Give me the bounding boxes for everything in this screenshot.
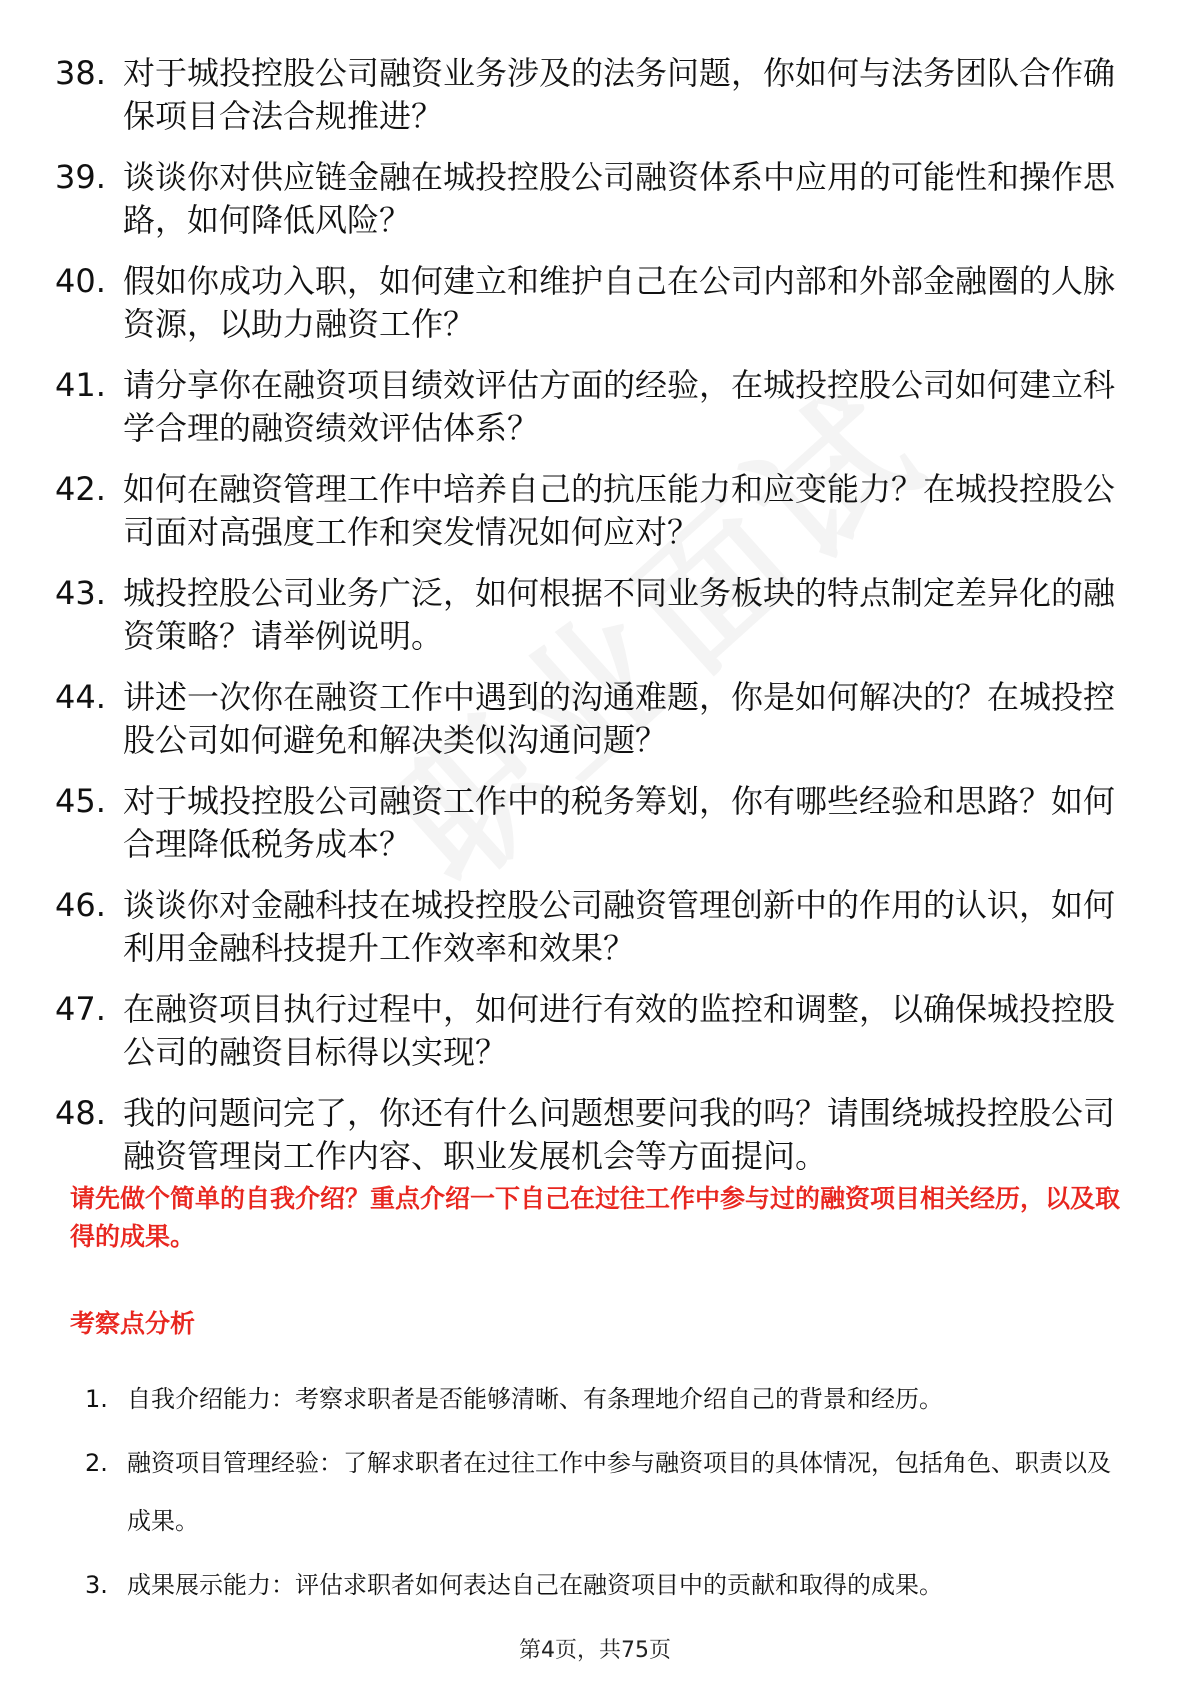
page-footer: 第4页，共75页 (519, 1638, 671, 1663)
question-number: 38. (55, 54, 106, 92)
question-number: 39. (55, 158, 106, 196)
question-number: 46. (55, 886, 106, 924)
question-item-38 (55, 52, 1130, 138)
question-item-48 (55, 1092, 1130, 1178)
question-item-41 (55, 364, 1130, 450)
question-text: 谈谈你对金融科技在城投控股公司融资管理创新中的作用的认识，如何利用金融科技提升工作效率和效果？ (123, 886, 1116, 967)
question-item-46 (55, 884, 1130, 970)
analysis-number: 1. (85, 1385, 108, 1413)
highlighted-question: 请先做个简单的自我介绍？重点介绍一下自己在过往工作中参与过的融资项目相关经历，以及取得的成果。 (70, 1184, 1121, 1251)
question-number: 40. (55, 262, 106, 300)
question-item-44 (55, 676, 1130, 762)
analysis-list (85, 1370, 1125, 1620)
question-text: 谈谈你对供应链金融在城投控股公司融资体系中应用的可能性和操作思路，如何降低风险？ (123, 158, 1116, 239)
question-item-40 (55, 260, 1130, 346)
analysis-number: 3. (85, 1571, 108, 1599)
question-text: 城投控股公司业务广泛，如何根据不同业务板块的特点制定差异化的融资策略？请举例说明。 (123, 574, 1116, 655)
question-number: 45. (55, 782, 106, 820)
question-item-45 (55, 780, 1130, 866)
question-text: 假如你成功入职，如何建立和维护自己在公司内部和外部金融圈的人脉资源，以助力融资工作？ (123, 262, 1116, 343)
question-text: 在融资项目执行过程中，如何进行有效的监控和调整，以确保城投控股公司的融资目标得以实现？ (123, 990, 1116, 1071)
question-number: 43. (55, 574, 106, 612)
question-item-47 (55, 988, 1130, 1074)
question-text: 讲述一次你在融资工作中遇到的沟通难题，你是如何解决的？在城投控股公司如何避免和解决类似沟通问题？ (123, 678, 1116, 759)
analysis-item (85, 1370, 1125, 1428)
analysis-heading: 考察点分析 (70, 1309, 196, 1338)
analysis-item (85, 1434, 1125, 1550)
question-list (55, 52, 1130, 1196)
question-number: 48. (55, 1094, 106, 1132)
question-item-43 (55, 572, 1130, 658)
question-item-39 (55, 156, 1130, 242)
question-text: 对于城投控股公司融资业务涉及的法务问题，你如何与法务团队合作确保项目合法合规推进？ (123, 54, 1116, 135)
question-number: 47. (55, 990, 106, 1028)
question-number: 42. (55, 470, 106, 508)
analysis-text: 成果展示能力：评估求职者如何表达自己在融资项目中的贡献和取得的成果。 (127, 1571, 943, 1599)
question-number: 41. (55, 366, 106, 404)
question-item-42 (55, 468, 1130, 554)
analysis-text: 自我介绍能力：考察求职者是否能够清晰、有条理地介绍自己的背景和经历。 (127, 1385, 943, 1413)
question-number: 44. (55, 678, 106, 716)
analysis-number: 2. (85, 1449, 108, 1477)
question-text: 请分享你在融资项目绩效评估方面的经验，在城投控股公司如何建立科学合理的融资绩效评估体系？ (123, 366, 1116, 447)
question-text: 对于城投控股公司融资工作中的税务筹划，你有哪些经验和思路？如何合理降低税务成本？ (123, 782, 1116, 863)
question-text: 我的问题问完了，你还有什么问题想要问我的吗？请围绕城投控股公司融资管理岗工作内容、职业发展机会等方面提问。 (123, 1094, 1116, 1175)
question-text: 如何在融资管理工作中培养自己的抗压能力和应变能力？在城投控股公司面对高强度工作和突发情况如何应对？ (123, 470, 1116, 551)
analysis-text: 融资项目管理经验：了解求职者在过往工作中参与融资项目的具体情况，包括角色、职责以及成果。 (127, 1449, 1111, 1535)
analysis-item (85, 1556, 1125, 1614)
